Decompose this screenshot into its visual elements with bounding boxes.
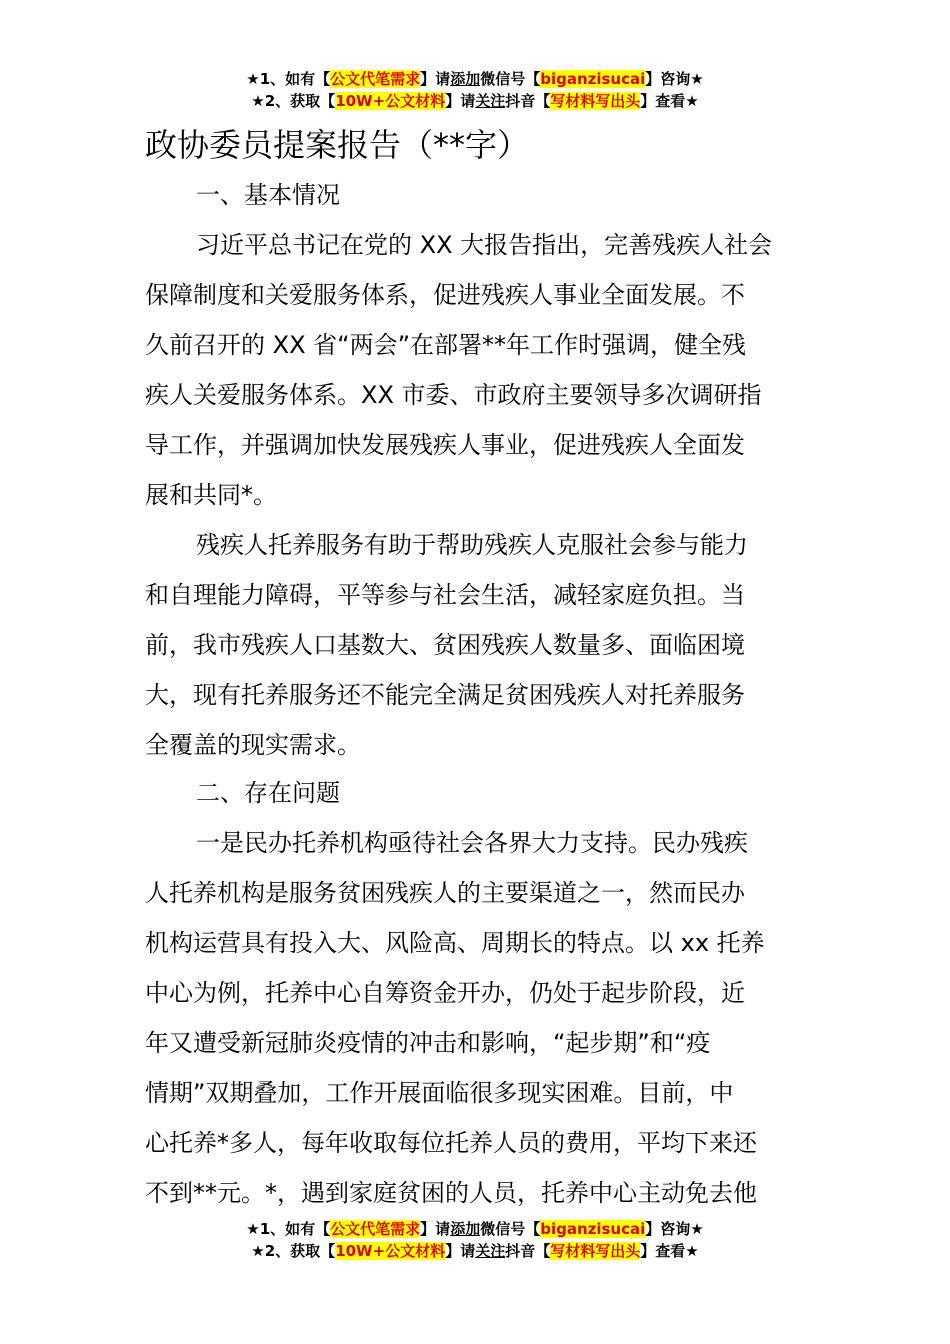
paragraph-line: 和自理能力障碍，平等参与社会生活，减轻家庭负担。当 — [145, 581, 745, 609]
banner-douyin-name: 写材料写出头 — [550, 92, 641, 110]
banner-text: 抖音【 — [505, 1242, 551, 1260]
banner-text: 微信号【 — [480, 70, 541, 88]
paragraph-line: 心托养*多人，每年收取每位托养人员的费用，平均下来还 — [145, 1129, 757, 1157]
section-heading-problems: 二、存在问题 — [196, 779, 340, 807]
banner-text: 】请 — [420, 1220, 451, 1238]
banner-text: 微信号【 — [480, 1220, 541, 1238]
paragraph-line: 年又遭受新冠肺炎疫情的冲击和影响，“起步期”和“疫 — [145, 1029, 711, 1057]
paragraph-1 — [145, 220, 810, 520]
banner-text: 】请 — [445, 1242, 476, 1260]
banner-text: ★2、获取【 — [251, 92, 336, 110]
banner-text: 】查看★ — [640, 92, 699, 110]
paragraph-line: 导工作，并强调加快发展残疾人事业，促进残疾人全面发 — [145, 431, 745, 459]
banner-underlined: 关注 — [475, 92, 506, 110]
header-banner — [0, 68, 950, 112]
banner-underlined: 添加 — [450, 70, 481, 88]
paragraph-3 — [145, 818, 810, 1218]
banner-text: 】请 — [420, 70, 451, 88]
banner-underlined: 关注 — [475, 1242, 506, 1260]
banner-douyin-name: 写材料写出头 — [550, 1242, 641, 1260]
document-title: 政协委员提案报告（**字） — [145, 126, 530, 164]
paragraph-line: 一是民办托养机构亟待社会各界大力支持。民办残疾 — [196, 829, 748, 857]
section-heading-basic-info: 一、基本情况 — [196, 181, 340, 209]
paragraph-line: 全覆盖的现实需求。 — [145, 731, 361, 759]
banner-underlined: 添加 — [450, 1220, 481, 1238]
paragraph-line: 不到**元。*，遇到家庭贫困的人员，托养中心主动免去他 — [145, 1179, 757, 1207]
paragraph-line: 人托养机构是服务贫困残疾人的主要渠道之一，然而民办 — [145, 879, 745, 907]
banner-text: 】请 — [445, 92, 476, 110]
paragraph-line: 大，现有托养服务还不能完全满足贫困残疾人对托养服务 — [145, 681, 745, 709]
paragraph-line: 疾人关爱服务体系。XX 市委、市政府主要领导多次调研指 — [145, 381, 762, 409]
banner-line-2 — [0, 90, 950, 112]
banner-text: ★1、如有【 — [246, 70, 331, 88]
paragraph-line: 展和共同*。 — [145, 481, 277, 509]
paragraph-line: 残疾人托养服务有助于帮助残疾人克服社会参与能力 — [196, 531, 748, 559]
banner-text: 抖音【 — [505, 92, 551, 110]
banner-wechat-id: biganzisucai — [540, 1220, 646, 1238]
paragraph-line: 习近平总书记在党的 XX 大报告指出，完善残疾人社会 — [196, 231, 773, 259]
paragraph-line: 情期”双期叠加，工作开展面临很多现实困难。目前，中 — [145, 1079, 734, 1107]
paragraph-line: 保障制度和关爱服务体系，促进残疾人事业全面发展。不 — [145, 281, 745, 309]
banner-wechat-id: biganzisucai — [540, 70, 646, 88]
banner-text: ★1、如有【 — [246, 1220, 331, 1238]
banner-line-2 — [0, 1240, 950, 1262]
banner-highlight: 10W+公文材料 — [335, 92, 446, 110]
banner-text: 】咨询★ — [645, 1220, 704, 1238]
paragraph-line: 中心为例，托养中心自筹资金开办，仍处于起步阶段，近 — [145, 979, 745, 1007]
banner-text: ★2、获取【 — [251, 1242, 336, 1260]
footer-banner — [0, 1218, 950, 1262]
paragraph-line: 机构运营具有投入大、风险高、周期长的特点。以 xx 托养 — [145, 929, 765, 957]
banner-line-1 — [0, 68, 950, 90]
paragraph-2 — [145, 520, 810, 770]
banner-highlight: 公文代笔需求 — [330, 70, 421, 88]
banner-text: 】咨询★ — [645, 70, 704, 88]
banner-line-1 — [0, 1218, 950, 1240]
banner-text: 】查看★ — [640, 1242, 699, 1260]
banner-highlight: 公文代笔需求 — [330, 1220, 421, 1238]
paragraph-line: 前，我市残疾人口基数大、贫困残疾人数量多、面临困境 — [145, 631, 745, 659]
banner-highlight: 10W+公文材料 — [335, 1242, 446, 1260]
paragraph-line: 久前召开的 XX 省“两会”在部署**年工作时强调，健全残 — [145, 331, 747, 359]
